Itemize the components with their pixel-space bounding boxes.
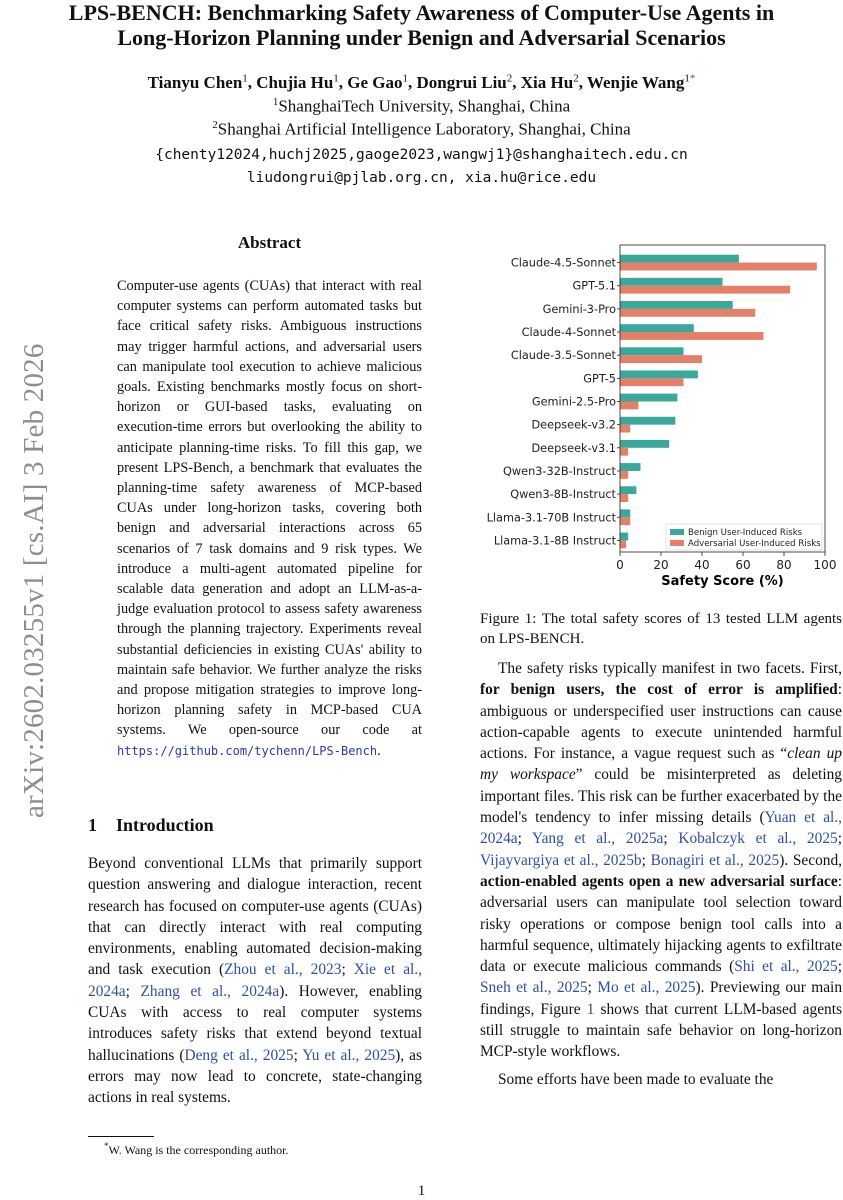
citation-link[interactable]: Xie et al., 2024a bbox=[88, 961, 422, 1000]
safety-score-chart bbox=[480, 240, 840, 600]
category-label: GPT-5 bbox=[583, 372, 616, 386]
category-label: Claude-4.5-Sonnet bbox=[510, 256, 616, 270]
author: Wenjie Wang$^{1*}$ bbox=[586, 72, 696, 92]
category-label: Claude-3.5-Sonnet bbox=[510, 349, 616, 363]
legend-swatch bbox=[670, 540, 684, 546]
email-line-2: liudongrui@pjlab.org.cn, xia.hu@rice.edu bbox=[246, 170, 597, 186]
adversarial-bar bbox=[620, 494, 628, 502]
x-tick-label: 20 bbox=[653, 558, 669, 572]
citation-link[interactable]: Zhou et al., 2023 bbox=[224, 961, 342, 979]
citation-link[interactable]: Yang et al., 2025a bbox=[532, 830, 664, 848]
figure-reference-link[interactable]: 1 bbox=[586, 1000, 595, 1018]
section-heading-introduction: 1 Introduction bbox=[88, 815, 214, 835]
code-link[interactable]: https://github.com/tychenn/LPS-Bench bbox=[117, 743, 378, 758]
adversarial-bar bbox=[620, 309, 755, 317]
chart-x-axis-label: Safety Score (%) bbox=[661, 574, 784, 589]
introduction-body bbox=[88, 853, 422, 1109]
chart-bars bbox=[620, 255, 817, 549]
benign-bar bbox=[620, 347, 684, 355]
author: Chujia Hu$^1$ bbox=[256, 72, 339, 92]
chart-category-labels bbox=[487, 257, 617, 548]
title-line-2: Long-Horizon Planning under Benign and Adversarial Scenarios bbox=[117, 25, 726, 50]
category-label: Llama-3.1-8B Instruct bbox=[493, 534, 616, 548]
author: Xia Hu$^2$ bbox=[520, 72, 579, 92]
benign-bar bbox=[620, 509, 630, 517]
right-column-body bbox=[480, 658, 842, 1090]
citation-link[interactable]: Zhang et al., 2024a bbox=[140, 982, 280, 1000]
category-label: Deepseek-v3.2 bbox=[531, 418, 616, 432]
citation-link[interactable]: Deng et al., 2025 bbox=[184, 1046, 294, 1064]
author: Ge Gao$^1$ bbox=[347, 72, 409, 92]
x-tick-label: 40 bbox=[694, 558, 710, 572]
benign-bar bbox=[620, 324, 694, 332]
category-label: Deepseek-v3.1 bbox=[531, 441, 616, 455]
x-tick-label: 0 bbox=[616, 558, 624, 572]
figure-caption: Figure 1: The total safety scores of 13 tested LLM agents on LPS-BENCH. bbox=[480, 611, 842, 647]
x-tick-label: 60 bbox=[735, 558, 751, 572]
benign-bar bbox=[620, 486, 636, 494]
legend-swatch bbox=[670, 529, 684, 535]
category-label: Llama-3.1-70B Instruct bbox=[486, 511, 616, 525]
adversarial-bar bbox=[620, 517, 630, 525]
email-line-1: {chenty12024,huchj2025,gaoge2023,wangwj1}@shanghaitech.edu.cn bbox=[155, 147, 688, 163]
benign-bar bbox=[620, 301, 733, 309]
x-tick-label: 100 bbox=[813, 558, 837, 572]
adversarial-bar bbox=[620, 378, 684, 386]
benign-bar bbox=[620, 440, 669, 448]
paper-title bbox=[0, 0, 843, 50]
legend-label: Benign User-Induced Risks bbox=[688, 528, 803, 538]
arxiv-identifier: arXiv:2602.03255v1 [cs.AI] 3 Feb 2026 bbox=[18, 343, 50, 818]
adversarial-bar bbox=[620, 263, 817, 271]
page-number: 1 bbox=[417, 1183, 426, 1199]
citation-link[interactable]: Vijayvargiya et al., 2025b bbox=[480, 851, 642, 869]
category-label: GPT-5.1 bbox=[572, 279, 616, 293]
adversarial-bar bbox=[620, 425, 630, 433]
title-line-1: LPS-BENCH: Benchmarking Safety Awareness of Computer-Use Agents in bbox=[68, 0, 775, 25]
footnote-rule bbox=[88, 1136, 154, 1137]
citation-link[interactable]: Mo et al., 2025 bbox=[597, 979, 696, 997]
x-tick-label: 80 bbox=[776, 558, 792, 572]
adversarial-bar bbox=[620, 355, 702, 363]
corresponding-author-mark[interactable]: * bbox=[689, 72, 696, 84]
adversarial-bar bbox=[620, 286, 790, 294]
affiliation-2: $^2$Shanghai Artificial Intelligence Laboratory, Shanghai, China bbox=[212, 119, 631, 139]
benign-bar bbox=[620, 394, 677, 402]
citation-link[interactable]: Yu et al., 2025 bbox=[302, 1046, 396, 1064]
category-label: Claude-4-Sonnet bbox=[521, 326, 616, 340]
category-label: Gemini-3-Pro bbox=[542, 302, 616, 316]
citation-link[interactable]: Bonagiri et al., 2025 bbox=[650, 851, 780, 869]
adversarial-bar bbox=[620, 402, 638, 410]
footnote: *W. Wang is the corresponding author. bbox=[104, 1141, 289, 1157]
citation-link[interactable]: Yuan et al., 2024a bbox=[480, 809, 842, 848]
author: Tianyu Chen$^1$ bbox=[147, 72, 248, 92]
benign-bar bbox=[620, 463, 641, 471]
citation-link[interactable]: Kobalczyk et al., 2025 bbox=[678, 830, 838, 848]
benign-bar bbox=[620, 278, 723, 286]
author-list: Tianyu Chen$^1$, Chujia Hu$^1$, Ge Gao$^1$, Dongrui Liu$^2$, Xia Hu$^2$, Wenjie Wang$^{1*}$ bbox=[147, 72, 696, 92]
legend-label: Adversarial User-Induced Risks bbox=[688, 539, 821, 549]
chart-legend bbox=[666, 524, 822, 550]
paragraph: Some efforts have been made to evaluate the bbox=[498, 1070, 774, 1088]
paragraph: The safety risks typically manifest in two facets. First, for benign users, the cost of error is amplified: ambiguous or underspecified user instructions can cause action-capable agents to execute unintended harmful actions. For instance, a vague request such as “clean up my workspace” could be misinterpreted as deleting important files. This risk can be further exacerbated by the model's tendency to infer missing details (Yuan et al., 2024a; Yang et al., 2025a; Kobalczyk et al., 2025; Vijayvargiya et al., 2025b; Bonagiri et al., 2025). Second, action-enabled agents open a new adversarial surface: adversarial users can manipulate tool selection toward risky operations or compose benign tool calls into a harmful sequence, ultimately hijacking agents to exfiltrate data or execute malicious commands (Shi et al., 2025; Sneh et al., 2025; Mo et al., 2025). Previewing our main findings, Figure 1 shows that current LLM-based agents still struggle to maintain safe behavior on long-horizon MCP-style workflows. bbox=[480, 660, 843, 1061]
adversarial-bar bbox=[620, 471, 628, 479]
affiliation-1: $^1$ShanghaiTech University, Shanghai, China bbox=[272, 96, 571, 116]
benign-bar bbox=[620, 533, 628, 541]
author: Dongrui Liu$^2$ bbox=[416, 72, 513, 92]
chart-tick-labels bbox=[616, 558, 836, 572]
adversarial-bar bbox=[620, 332, 764, 340]
paragraph: Beyond conventional LLMs that primarily support question answering and dialogue interaction, recent research has focused on computer-use agents (CUAs) that can directly interact with real computing environments, enabling automated decision-making and task execution (Zhou et al., 2023; Xie et al., 2024a; Zhang et al., 2024a). However, enabling CUAs with access to real computer systems introduces safety risks that extend beyond textual hallucinations (Deng et al., 2025; Yu et al., 2025), as errors may now lead to concrete, state-changing actions in real systems. bbox=[88, 855, 423, 1107]
citation-link[interactable]: Shi et al., 2025 bbox=[734, 958, 838, 976]
benign-bar bbox=[620, 255, 739, 263]
benign-bar bbox=[620, 417, 675, 425]
benign-bar bbox=[620, 370, 698, 378]
category-label: Gemini-2.5-Pro bbox=[531, 395, 616, 409]
adversarial-bar bbox=[620, 448, 628, 456]
abstract-body: Computer-use agents (CUAs) that interact with real computer systems can perform automated tasks but face critical safety risks. Ambiguous instructions may trigger harmful actions, and adversarial users can manipulate tool execution to achieve malicious goals. Existing benchmarks mostly focus on short-horizon or GUI-based tasks, evaluating on execution-time errors but overlooking the ability to anticipate planning-time risks. To fill this gap, we present LPS-Bench, a benchmark that evaluates the planning-time safety awareness of MCP-based CUAs under long-horizon tasks, covering both benign and adversarial interactions across 65 scenarios of 7 task domains and 9 risk types. We introduce a multi-agent automated pipeline for scalable data generation and adopt an LLM-as-a-judge evaluation protocol to assess safety awareness through the planning trajectory. Experiments reveal substantial deficiencies in existing CUAs' ability to maintain safe behavior. We further analyze the risks and propose mitigation strategies to improve long-horizon planning safety in MCP-based CUA systems. We open-source our code at https://github.com/tychenn/LPS-Bench. bbox=[117, 278, 422, 759]
category-label: Qwen3-32B-Instruct bbox=[503, 464, 616, 478]
category-label: Qwen3-8B-Instruct bbox=[510, 488, 616, 502]
citation-link[interactable]: Sneh et al., 2025 bbox=[480, 979, 588, 997]
adversarial-bar bbox=[620, 540, 626, 548]
abstract-heading: Abstract bbox=[237, 233, 302, 252]
